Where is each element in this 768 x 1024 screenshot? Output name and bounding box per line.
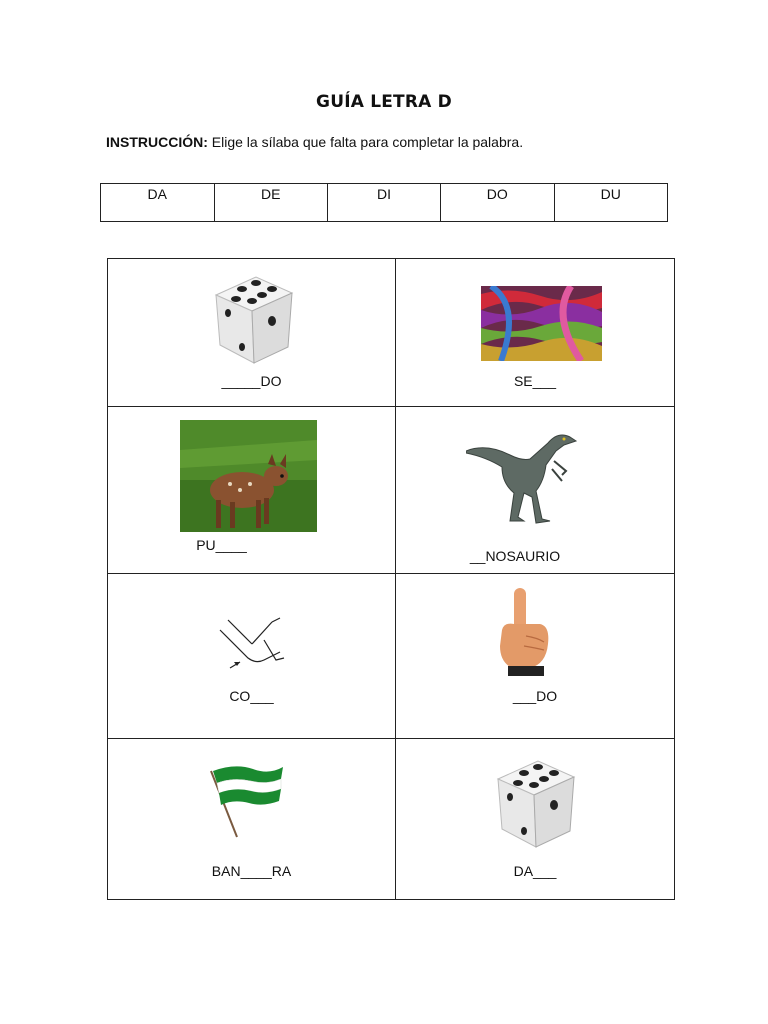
syllable-do[interactable]: DO [441, 184, 555, 222]
syllable-table [100, 183, 668, 222]
word-label: ___DO [512, 688, 558, 704]
dinosaur-image [466, 421, 578, 527]
syllable-de[interactable]: DE [214, 184, 328, 222]
card-dado [108, 259, 396, 407]
instruction-text: Elige la sílaba que falta para completar la palabra. [207, 134, 524, 150]
exercise-grid [107, 258, 675, 900]
card-pudu [108, 407, 396, 574]
page-title: GUÍA LETRA D [316, 92, 452, 112]
card-seda [396, 259, 675, 407]
syllable-du[interactable]: DU [554, 184, 668, 222]
card-codo [108, 574, 396, 739]
word-label: __NOSAURIO [469, 548, 561, 564]
word-label: DA___ [513, 863, 557, 879]
syllable-di[interactable]: DI [328, 184, 441, 222]
card-dinosaurio [396, 407, 675, 574]
elbow-icon [218, 614, 288, 676]
syllable-da[interactable]: DA [101, 184, 215, 222]
instruction [106, 134, 523, 150]
card-bandera [108, 739, 396, 900]
word-label: CO___ [229, 688, 274, 704]
card-dedo [396, 574, 675, 739]
word-label: BAN____RA [211, 863, 292, 879]
word-label: SE___ [513, 373, 557, 389]
flag-image [205, 759, 285, 839]
deer-image [180, 420, 317, 532]
dice-icon [494, 755, 578, 851]
finger-image [490, 586, 562, 676]
instruction-label: INSTRUCCIÓN: [106, 134, 208, 150]
dice-icon [212, 271, 296, 367]
fabric-image [481, 286, 602, 361]
word-label: PU____ [196, 537, 247, 553]
word-label: _____DO [221, 373, 282, 389]
card-dado-2 [396, 739, 675, 900]
